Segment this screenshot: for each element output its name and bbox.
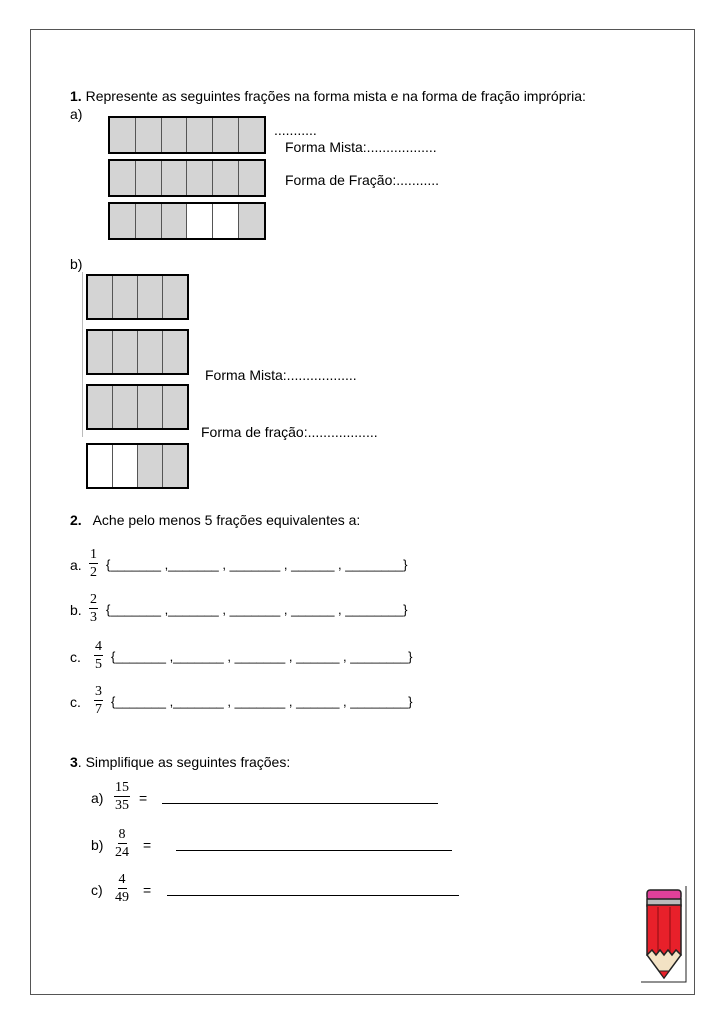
shaded-part xyxy=(162,118,188,152)
q2-fraction-den: 3 xyxy=(90,610,97,625)
shaded-part xyxy=(163,331,187,373)
q1a-forma-fracao: Forma de Fração:........... xyxy=(285,172,440,188)
q3-equals: = xyxy=(143,837,152,853)
q3-fraction-num: 15 xyxy=(115,780,129,795)
q2-fraction xyxy=(89,547,98,580)
pencil-icon xyxy=(640,884,688,984)
shaded-part xyxy=(239,118,264,152)
q1b-fraction-bar xyxy=(86,384,189,430)
q2-item-label: c. xyxy=(70,649,81,665)
q3-fraction-num: 8 xyxy=(118,827,126,842)
q1a-dots: ........... xyxy=(274,122,317,138)
q2-fraction-num: 1 xyxy=(90,547,97,562)
q3-fraction-den: 24 xyxy=(115,845,129,860)
shaded-part xyxy=(88,331,113,373)
shaded-part xyxy=(138,445,163,487)
q1-number: 1. xyxy=(70,88,82,104)
q1a-fraction-bar xyxy=(108,159,266,197)
q3-answer-line[interactable] xyxy=(176,850,452,851)
empty-part xyxy=(88,445,113,487)
q3-fraction-den: 49 xyxy=(115,890,129,905)
q2-blanks: {_______ ,_______ , _______ , ______ , ________} xyxy=(111,694,413,709)
shaded-part xyxy=(136,161,162,195)
empty-part xyxy=(213,204,239,238)
q2-fraction-num: 3 xyxy=(95,684,102,699)
q2-fraction xyxy=(94,684,103,717)
shaded-part xyxy=(187,161,213,195)
q2-text: Ache pelo menos 5 frações equivalentes a: xyxy=(92,512,361,528)
shaded-part xyxy=(110,118,136,152)
shaded-part xyxy=(136,204,162,238)
q3-item-label: b) xyxy=(91,837,104,853)
q2-fraction-den: 7 xyxy=(95,702,102,717)
q3-item-label: a) xyxy=(91,790,104,806)
q1a-label: a) xyxy=(70,106,83,122)
shaded-part xyxy=(163,386,187,428)
q1a-fraction-bar xyxy=(108,116,266,154)
q1b-forma-mista: Forma Mista:.................. xyxy=(205,367,357,383)
q1b-fraction-bar xyxy=(86,274,189,320)
q3-fraction xyxy=(115,872,129,905)
q3-number: 3 xyxy=(70,754,78,770)
shaded-part xyxy=(163,276,187,318)
q3-answer-line[interactable] xyxy=(162,803,438,804)
q3-fraction-num: 4 xyxy=(118,872,126,887)
shaded-part xyxy=(187,118,213,152)
shaded-part xyxy=(162,204,188,238)
q3-heading xyxy=(70,754,290,770)
shaded-part xyxy=(113,386,138,428)
q3-item-label: c) xyxy=(91,882,103,898)
q1b-fraction-bar xyxy=(86,329,189,375)
shaded-part xyxy=(138,331,163,373)
q1b-divider xyxy=(82,272,83,437)
q1b-label: b) xyxy=(70,256,83,272)
q2-item-label: c. xyxy=(70,694,81,710)
q2-blanks: {_______ ,_______ , _______ , ______ , ________} xyxy=(106,602,408,617)
shaded-part xyxy=(239,161,264,195)
empty-part xyxy=(187,204,213,238)
q1a-forma-mista: Forma Mista:.................. xyxy=(285,139,437,155)
shaded-part xyxy=(162,161,188,195)
q1b-forma-fracao: Forma de fração:.................. xyxy=(201,424,378,440)
shaded-part xyxy=(110,161,136,195)
q3-equals: = xyxy=(139,790,148,806)
q2-fraction xyxy=(94,639,103,672)
q1-heading xyxy=(70,88,586,104)
shaded-part xyxy=(138,276,163,318)
q2-item-label: b. xyxy=(70,602,82,618)
shaded-part xyxy=(88,386,113,428)
q2-fraction-den: 5 xyxy=(95,657,102,672)
shaded-part xyxy=(213,161,239,195)
q2-item-label: a. xyxy=(70,557,82,573)
shaded-part xyxy=(163,445,187,487)
shaded-part xyxy=(213,118,239,152)
shaded-part xyxy=(113,331,138,373)
shaded-part xyxy=(138,386,163,428)
empty-part xyxy=(113,445,138,487)
q2-blanks: {_______ ,_______ , _______ , ______ , ________} xyxy=(106,557,408,572)
q2-blanks: {_______ ,_______ , _______ , ______ , ________} xyxy=(111,649,413,664)
q2-fraction-num: 4 xyxy=(95,639,102,654)
q1a-fraction-bar xyxy=(108,202,266,240)
q3-fraction xyxy=(115,827,129,860)
q3-equals: = xyxy=(143,882,152,898)
q3-text: . Simplifique as seguintes frações: xyxy=(77,754,291,770)
shaded-part xyxy=(239,204,264,238)
q3-answer-line[interactable] xyxy=(167,895,459,896)
q2-fraction-num: 2 xyxy=(90,592,97,607)
q3-fraction-den: 35 xyxy=(115,798,129,813)
shaded-part xyxy=(113,276,138,318)
shaded-part xyxy=(110,204,136,238)
shaded-part xyxy=(136,118,162,152)
q2-heading xyxy=(70,512,360,528)
q3-fraction xyxy=(114,780,130,813)
q1b-fraction-bar xyxy=(86,443,189,489)
q2-fraction xyxy=(89,592,98,625)
q1-text: Represente as seguintes frações na forma mista e na forma de fração imprópria: xyxy=(85,88,586,104)
q2-fraction-den: 2 xyxy=(90,565,97,580)
q2-number: 2. xyxy=(70,512,82,528)
shaded-part xyxy=(88,276,113,318)
